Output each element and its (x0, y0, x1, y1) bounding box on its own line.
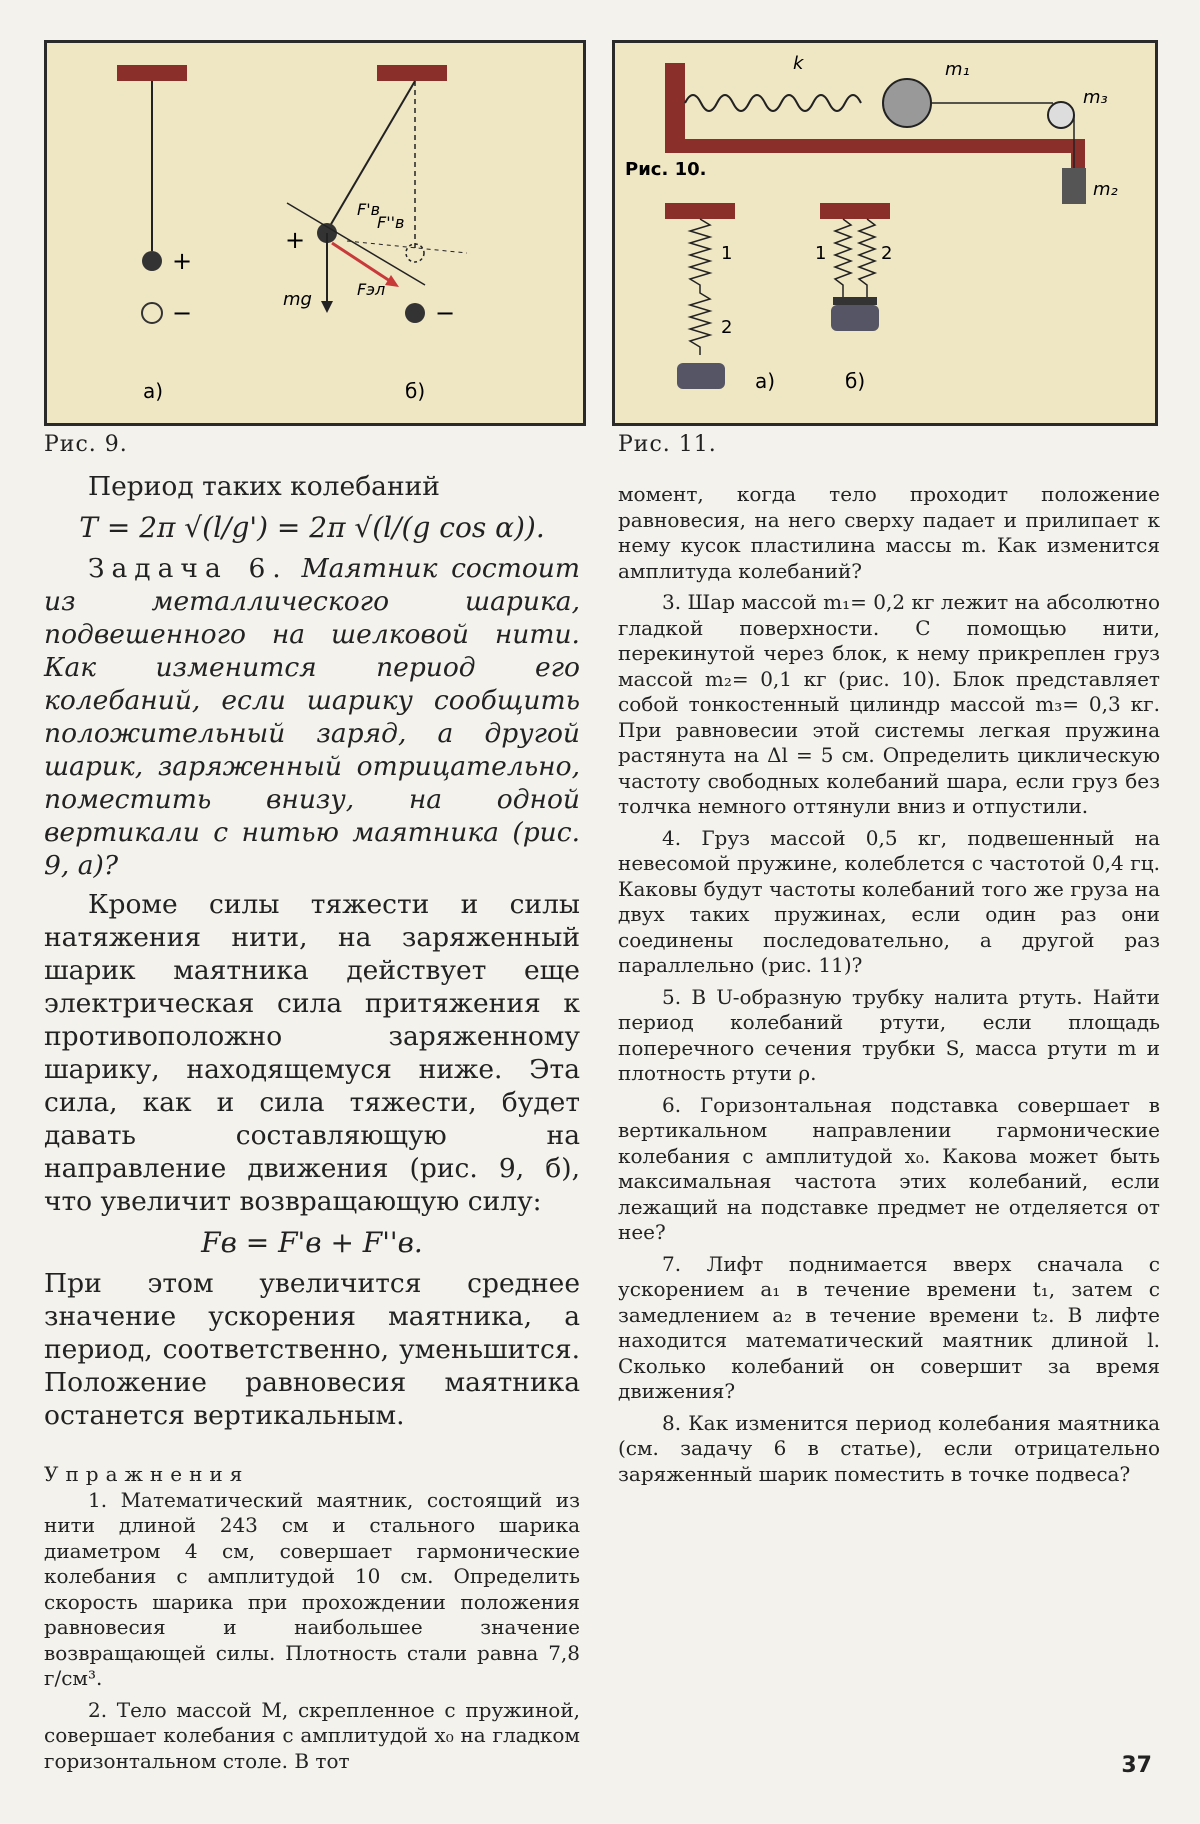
svg-text:2: 2 (721, 317, 733, 338)
exercise-3: 3. Шар массой m₁= 0,2 кг лежит на абсолютно гладкой поверхности. С помощью нити, перекинутой через блок, к нему прикреплен груз массой m₂= 0,1 кг (рис. 10). Блок представляет собой тонкостенный цилиндр массой m₃= 0,3 кг. При равновесии этой системы легкая пружина растянута на Δl = 5 см. Определить циклическую частоту свободных колебаний шара, если груз без толчка немного оттянули вниз и отпустили. (618, 590, 1160, 818)
svg-text:1: 1 (721, 243, 733, 264)
svg-text:m₁: m₁ (945, 59, 970, 80)
solution-paragraph-2: При этом увеличится среднее значение ускорения маятника, а период, соответственно, уменьшится. Положение равновесия маятника останется вертикальным. (44, 1268, 580, 1431)
force-formula: Fв = F'в + F''в. (201, 1226, 423, 1259)
svg-text:F'в: F'в (357, 200, 381, 219)
figure-9 (44, 40, 586, 426)
exercise-2: 2. Тело массой M, скрепленное с пружиной, совершает колебания с амплитудой x₀ на гладком горизонтальном столе. В тот (44, 1697, 580, 1773)
ball-m1 (883, 79, 931, 127)
svg-text:а): а) (755, 369, 776, 393)
task-6-title: Задача 6. (88, 553, 288, 584)
figure-11-caption: Рис. 11. (618, 432, 717, 457)
springs-series (690, 219, 710, 355)
exercise-2-continued: момент, когда тело проходит положение равновесия, на него сверху падает и прилипает к нему кусок пластилина массы m. Как изменится амплитуда колебаний? (618, 482, 1160, 583)
solution-paragraph-1: Кроме силы тяжести и силы натяжения нити, на заряженный шарик маятника действует еще электрическая сила притяжения к противоположно заряженному шарику, находящемуся ниже. Эта сила, как и сила тяжести, будет давать составляющую на направление движения (рис. 9, б), что увеличит возвращающую силу: (44, 889, 580, 1217)
exercise-1: 1. Математический маятник, состоящий из нити длиной 243 см и стального шарика диаметром 4 см, совершает гармонические колебания с амплитудой 10 см. Определить скорость шарика при прохождении положения равновесия и наибольшее значение возвращающей силы. Плотность стали равна 7,8 г/см³. (44, 1487, 580, 1690)
spring-k (685, 95, 861, 111)
spring-parallel-2 (859, 219, 875, 299)
exercise-6: 6. Горизонтальная подставка совершает в вертикальном направлении гармонические колебания с амплитудой x₀. Какова может быть максимальная частота этих колебаний, если лежащий на подставке предмет не отделяется от нее? (618, 1092, 1160, 1244)
weight-parallel (831, 305, 879, 331)
weight-series (677, 363, 725, 389)
pulley-m3 (1048, 102, 1074, 128)
figure-9-caption: Рис. 9. (44, 432, 128, 457)
charged-ball-negative-b (405, 303, 425, 323)
task-6-text: Маятник состоит из металлического шарика, подвешенного на шелковой нити. Как изменится период его колебаний, если шарику сообщить положительный заряд, а другой шарик, заряженный отрицательно, поместить внизу, на одной вертикали с нитью маятника (рис. 9, а)? (44, 553, 581, 881)
svg-text:б): б) (405, 379, 426, 403)
svg-text:2: 2 (881, 243, 893, 264)
svg-text:Рис. 10.: Рис. 10. (625, 159, 707, 180)
svg-text:k: k (793, 53, 804, 74)
exercises-title: Упражнения (44, 1462, 250, 1486)
svg-text:б): б) (845, 369, 866, 393)
period-intro: Период таких колебаний (88, 471, 440, 502)
weight-m2 (1062, 168, 1086, 204)
exercise-8: 8. Как изменится период колебания маятника (см. задачу 6 в статье), если отрицательно заряженный шарик поместить в точке подвеса? (618, 1410, 1160, 1486)
figure-10-11-drawing (615, 43, 1155, 423)
page-number: 37 (1121, 1753, 1152, 1778)
svg-text:1: 1 (815, 243, 827, 264)
exercise-4: 4. Груз массой 0,5 кг, подвешенный на невесомой пружине, колеблется с частотой 0,4 гц. Каковы будут частоты колебаний того же груза на двух таких пружинах, если один раз они соединены последовательно, а другой раз параллельно (рис. 11)? (618, 825, 1160, 977)
ball-outline-a (142, 303, 162, 323)
spring-parallel-1 (835, 219, 851, 299)
figure-9-drawing (47, 43, 583, 423)
svg-text:а): а) (143, 379, 164, 403)
svg-text:F''в: F''в (377, 213, 405, 232)
charged-ball-positive-a (142, 251, 162, 271)
svg-text:m₂: m₂ (1093, 179, 1118, 200)
ceiling-b (377, 65, 447, 81)
svg-text:m₃: m₃ (1083, 87, 1108, 108)
task-6 (44, 552, 580, 882)
svg-text:mg: mg (283, 289, 312, 310)
ceiling-a (117, 65, 187, 81)
right-column (618, 482, 1160, 1493)
exercise-5: 5. В U-образную трубку налита ртуть. Найти период колебаний ртути, если площадь поперечного сечения трубки S, масса ртути m и плотность ртути ρ. (618, 984, 1160, 1085)
figure-10-11 (612, 40, 1158, 426)
svg-text:−: − (172, 299, 193, 327)
exercise-7: 7. Лифт поднимается вверх сначала с ускорением a₁ в течение времени t₁, затем с замедлением a₂ в течение времени t₂. В лифте находится математический маятник длиной l. Сколько колебаний он совершит за время движения? (618, 1251, 1160, 1403)
svg-text:Fэл: Fэл (357, 280, 386, 299)
left-column (44, 470, 580, 1774)
svg-text:+: + (285, 226, 306, 254)
period-formula: T = 2π √(l/g') = 2π √(l/(g cos α)). (79, 511, 545, 544)
svg-text:−: − (435, 299, 456, 327)
svg-text:+: + (172, 247, 193, 275)
